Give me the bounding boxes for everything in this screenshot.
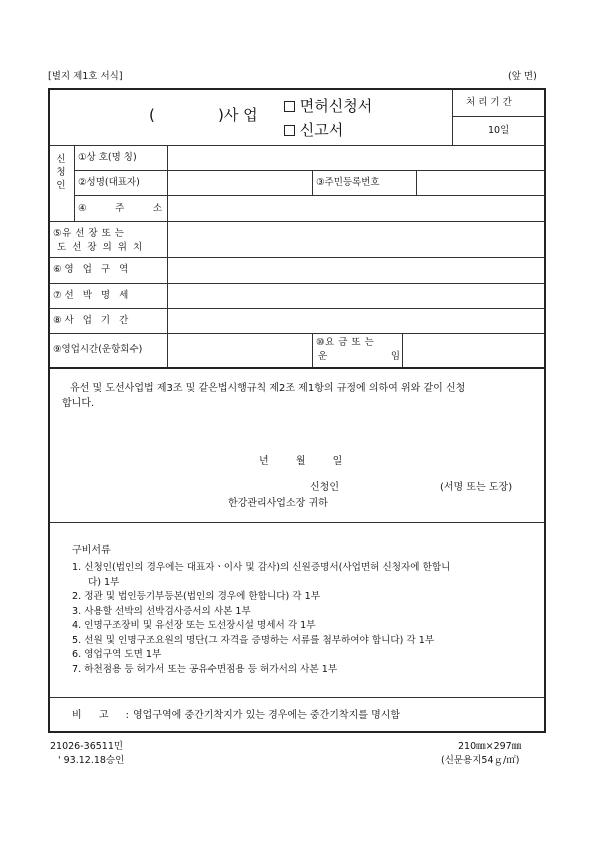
resident-number-label: ③주민등록번호 <box>316 177 380 188</box>
title-business: )사 업 <box>218 106 258 124</box>
date-line: 년 월 일 <box>259 456 343 467</box>
document-item: 1. 신청인(법인의 경우에는 대표자ㆍ이사 및 감사)의 신원증명서(사업면허 신청자에 한합니 <box>72 562 451 573</box>
processing-period-value: 10일 <box>488 125 510 136</box>
business-period-field[interactable] <box>168 309 544 332</box>
remarks-label: 비 고 : <box>72 710 130 721</box>
address-label: ④ 주 소 <box>78 203 162 214</box>
option-report-label: 신고서 <box>299 121 344 139</box>
trade-name-label: ①상 호(명 칭) <box>78 152 137 163</box>
option-license-application[interactable] <box>284 99 372 114</box>
recipient: 한강관리사업소장 귀하 <box>228 498 328 509</box>
trade-name-field[interactable] <box>168 146 544 170</box>
applicant-name-field[interactable] <box>346 476 436 494</box>
document-item: 3. 사용할 선박의 선박검사증서의 사본 1부 <box>72 605 251 617</box>
document-item: 5. 선원 및 인명구조요원의 명단(그 자격을 증명하는 서류를 첨부하여야 합니다) 각 1부 <box>72 634 435 646</box>
business-area-field[interactable] <box>168 258 544 282</box>
form-number: [별지 제1호 서식] <box>48 71 123 82</box>
checkbox-license[interactable] <box>284 101 295 112</box>
document-item: 다) 1부 <box>88 576 120 588</box>
operating-hours-label: ⑨영업시간(운항회수) <box>53 344 143 355</box>
applicant-sign-label: 신청인 <box>310 482 339 493</box>
declaration-text-line1: 유선 및 도선사업법 제3조 및 같은법시행규칙 제2조 제1항의 규정에 의하여 위와 같이 신청 <box>70 383 466 394</box>
form-code: 21026-36511민 <box>50 741 124 752</box>
representative-name-field[interactable] <box>168 171 311 195</box>
applicant-group-label: 신 청 인 <box>56 154 66 191</box>
title-paren-open: ( <box>149 106 155 124</box>
business-period-label: ⑧사 업 기 간 <box>53 315 132 326</box>
paper-type: (신문용지54ｇ/㎡) <box>441 755 520 766</box>
address-field[interactable] <box>168 196 544 221</box>
location-label-line2: 도 선 장 의 위 치 <box>57 242 144 253</box>
required-documents-list <box>72 561 450 677</box>
required-documents-title: 구비서류 <box>72 545 111 556</box>
document-item: 2. 정관 및 법인등기부등본(법인의 경우에 한합니다) 각 1부 <box>72 591 320 602</box>
processing-period-label: 처 리 기 간 <box>466 97 512 108</box>
document-item: 6. 영업구역 도면 1부 <box>72 649 162 660</box>
remarks-text: 영업구역에 중간기착지가 있는 경우에는 중간기착지를 명시함 <box>133 710 401 721</box>
fare-label-line2: 운 임 <box>318 351 400 362</box>
vessel-details-field[interactable] <box>168 284 544 307</box>
option-report[interactable] <box>284 123 343 138</box>
page-side: (앞 면) <box>508 71 537 82</box>
declaration-text-line2: 합니다. <box>62 398 95 409</box>
document-item: 4. 인명구조장비 및 유선장 또는 도선장시설 명세서 각 1부 <box>72 620 316 631</box>
signature-or-seal: (서명 또는 도장) <box>440 482 513 493</box>
representative-name-label: ②성명(대표자) <box>78 177 140 188</box>
fare-field[interactable] <box>403 334 544 367</box>
resident-number-field[interactable] <box>417 171 544 195</box>
fare-label-line1: ⑩요 금 또 는 <box>316 337 375 348</box>
operating-hours-field[interactable] <box>168 334 311 367</box>
document-item: 7. 하천점용 등 허가서 또는 공유수면점용 등 허가서의 사본 1부 <box>72 663 338 675</box>
paper-size: 210㎜×297㎜ <box>458 741 522 752</box>
checkbox-report[interactable] <box>284 125 295 136</box>
business-area-label: ⑥영 업 구 역 <box>53 264 132 275</box>
approval-date: ' 93.12.18승인 <box>58 755 125 766</box>
option-license-label: 면허신청서 <box>299 97 373 115</box>
location-field[interactable] <box>168 222 544 256</box>
vessel-details-label: ⑦선 박 명 세 <box>53 290 132 301</box>
location-label-line1: ⑤유 선 장 또 는 <box>53 228 125 239</box>
